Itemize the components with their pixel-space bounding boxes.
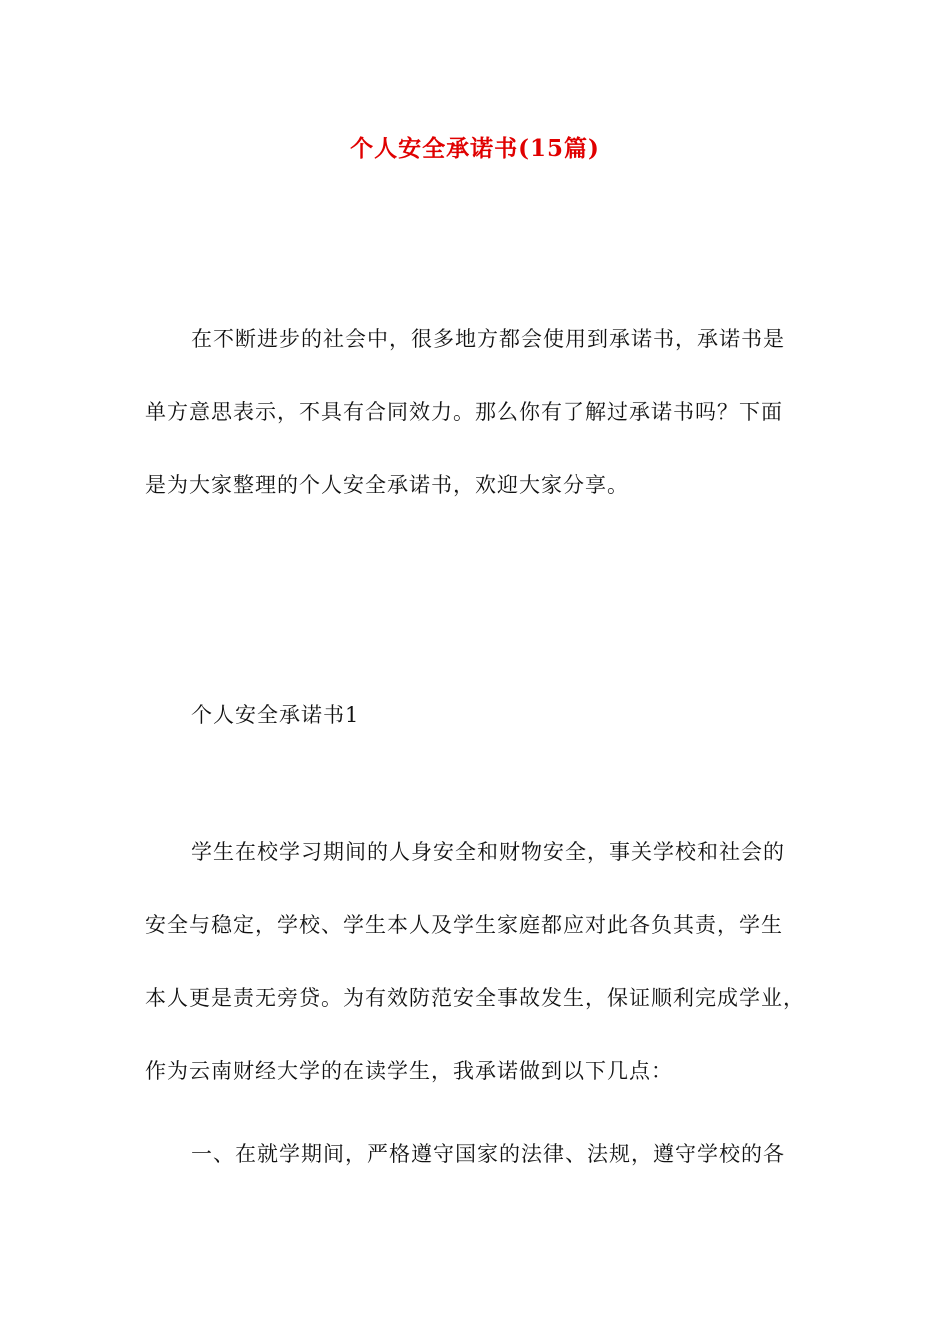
section-heading-text: 个人安全承诺书1 <box>191 703 360 727</box>
section-heading <box>145 679 825 752</box>
intro-line-1: 在不断进步的社会中，很多地方都会使用到承诺书，承诺书是 <box>191 327 785 351</box>
intro-line-2: 单方意思表示，不具有合同效力。那么你有了解过承诺书吗？下面 <box>145 400 783 424</box>
document-title: 个人安全承诺书(15篇) <box>350 135 600 162</box>
body-paragraph <box>145 816 825 1108</box>
body-line-4: 作为云南财经大学的在读学生，我承诺做到以下几点： <box>145 1059 673 1083</box>
body-line-2: 安全与稳定，学校、学生本人及学生家庭都应对此各负其责，学生 <box>145 913 783 937</box>
body-line-3: 本人更是责无旁贷。为有效防范安全事故发生，保证顺利完成学业， <box>145 986 805 1010</box>
body-line-1: 学生在校学习期间的人身安全和财物安全，事关学校和社会的 <box>191 840 785 864</box>
intro-line-3: 是为大家整理的个人安全承诺书，欢迎大家分享。 <box>145 473 629 497</box>
item-line-1: 一、在就学期间，严格遵守国家的法律、法规，遵守学校的各 <box>191 1142 785 1166</box>
intro-paragraph <box>145 303 825 522</box>
item-paragraph <box>145 1118 825 1191</box>
